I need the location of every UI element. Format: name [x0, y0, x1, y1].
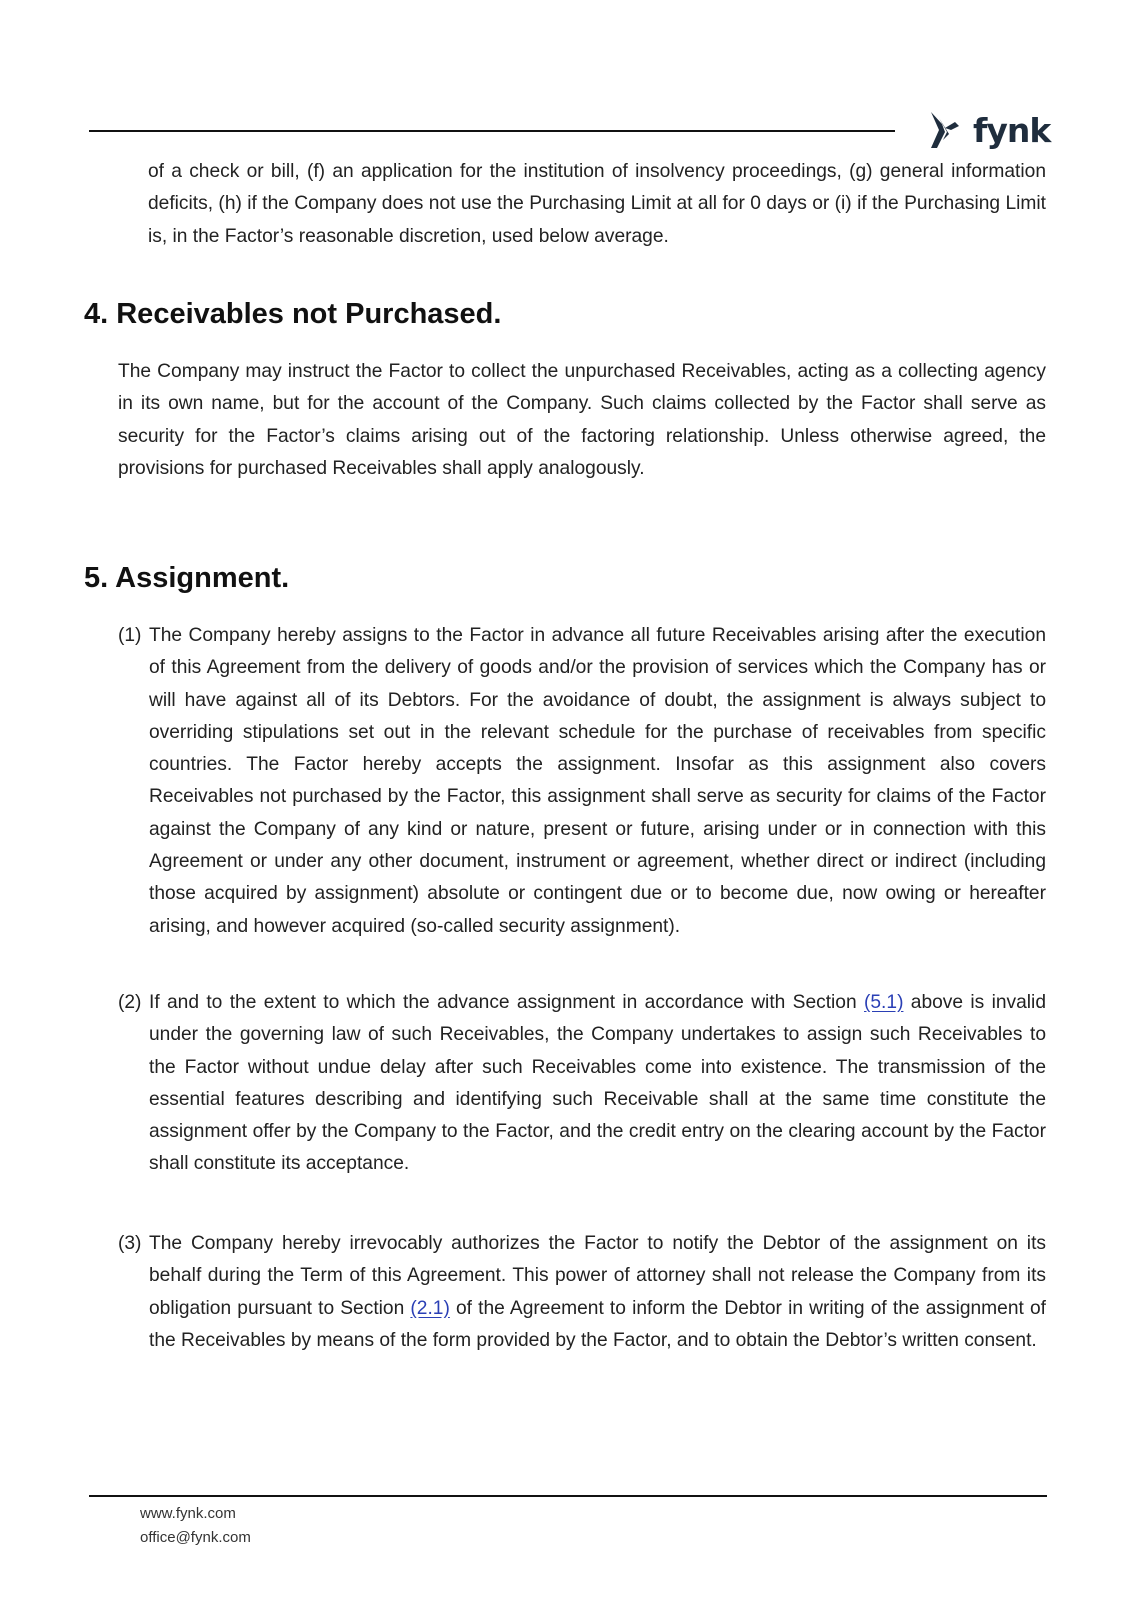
bird-logo-icon	[925, 110, 965, 150]
section-5-item-3	[118, 1228, 1046, 1357]
section-5-item-1	[118, 620, 1046, 943]
section-4-body: The Company may instruct the Factor to collect the unpurchased Receivables, acting as a collecting agency in its own name, but for the account of the Company. Such claims collected by the Factor shall serve as security for the Factor’s claims arising out of the factoring relationship. Unless otherwise agreed, the provisions for purchased Receivables shall apply analogously.	[118, 361, 1046, 479]
item-number: (1)	[118, 625, 142, 646]
item-text: The Company hereby assigns to the Factor in advance all future Receivables arising after the execution of this Agreement from the delivery of goods and/or the provision of services which the Company has or will have against all of its Debtors. For the avoidance of doubt, the assignment is always subject to overriding stipulations set out in the relevant schedule for the purchase of receivables from specific countries. The Factor hereby accepts the assignment. Insofar as this assignment also covers Receivables not purchased by the Factor, this assignment shall serve as security for claims of the Factor against the Company of any kind or nature, present or future, arising under or in connection with this Agreement or under any other document, instrument or agreement, whether direct or indirect (including those acquired by assignment) absolute or contingent due or to become due, now owing or hereafter arising, and however acquired (so-called security assignment).	[149, 625, 1046, 937]
item-text	[149, 987, 1046, 1181]
item-text-before: The Company hereby irrevocably authorizes the Factor to notify the Debtor of the assignment on its behalf during the Term of this Agreement. This power of attorney shall not release the Company from its obligation pursuant to Section	[149, 1233, 1046, 1319]
section-5-1-link[interactable]: (5.1)	[864, 992, 904, 1013]
footer-divider	[89, 1495, 1047, 1497]
footer-website[interactable]: www.fynk.com	[140, 1505, 236, 1522]
item-text-after: of the Agreement to inform the Debtor in writing of the assignment of the Receivables by means of the form provided by the Factor, and to obtain the Debtor’s written consent.	[149, 1297, 1046, 1351]
section-4-heading: 4. Receivables not Purchased.	[84, 298, 502, 330]
header-divider	[89, 130, 895, 132]
section-5-heading: 5. Assignment.	[84, 562, 290, 594]
fynk-logo	[925, 104, 1050, 156]
item-number: (2)	[118, 992, 142, 1013]
section-5-item-2	[118, 987, 1046, 1181]
section-2-1-link[interactable]: (2.1)	[410, 1297, 450, 1319]
item-text	[149, 1228, 1046, 1357]
item-text-after: above is invalid under the governing law of such Receivables, the Company undertakes to assign such Receivables to the Factor without undue delay after such Receivables come into existence. The transmission of the essential features describing and identifying such Receivable shall at the same time constitute the assignment offer by the Company to the Factor, and the credit entry on the clearing account by the Factor shall constitute its acceptance.	[149, 992, 1046, 1175]
footer-email[interactable]: office@fynk.com	[140, 1529, 251, 1546]
intro-paragraph: of a check or bill, (f) an application for the institution of insolvency proceedings, (g) general information deficits, (h) if the Company does not use the Purchasing Limit at all for 0 days or (i) if the Purchasing Limit is, in the Factor’s reasonable discretion, used below average.	[148, 161, 1046, 247]
item-text-before: If and to the extent to which the advance assignment in accordance with Section	[149, 992, 864, 1013]
item-number: (3)	[118, 1233, 142, 1254]
logo-text: fynk	[973, 110, 1051, 150]
